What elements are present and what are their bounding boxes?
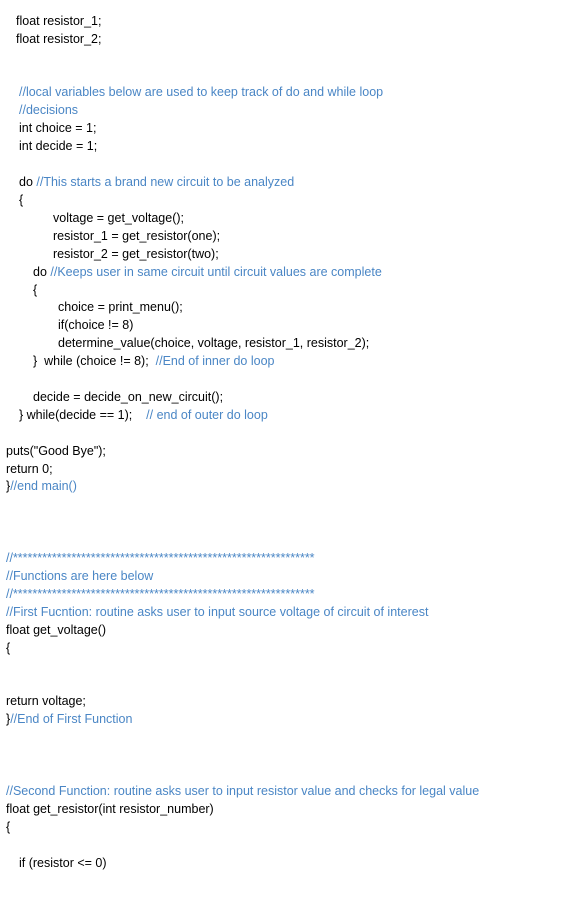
comment-text: //************************************************************** [6,587,315,601]
code-line [6,622,106,639]
code-text: voltage = get_voltage(); [53,211,184,225]
code-line [53,228,220,245]
code-text: float get_resistor(int resistor_number) [6,802,214,816]
code-text: determine_value(choice, voltage, resistor_1, resistor_2); [58,336,370,350]
code-text: if (resistor <= 0) [19,856,107,870]
code-text: do [33,265,51,279]
code-text: } [6,712,11,726]
code-line [6,461,53,478]
code-text: return 0; [6,462,53,476]
code-line [19,120,96,137]
code-text: } while (choice != 8); [33,354,156,368]
comment-text: //End of First Function [10,712,133,726]
code-text: { [19,193,24,207]
code-line [58,317,133,334]
code-text: float get_voltage() [6,623,107,637]
comment-text: //Keeps user in same circuit until circuit values are complete [50,265,382,279]
code-line [19,855,107,872]
code-line [6,443,106,460]
code-line [19,138,97,155]
code-line [6,783,479,800]
code-line [16,13,101,30]
code-text: { [33,283,38,297]
code-line [58,335,369,352]
code-text: } while(decide == 1); [19,408,147,422]
comment-text: //First Fucntion: routine asks user to input source voltage of circuit of interest [6,605,429,619]
code-line [19,192,23,209]
code-line [6,550,315,567]
code-text: decide = decide_on_new_circuit(); [33,390,224,404]
code-text: float resistor_1; [16,14,102,28]
code-line [53,210,184,227]
code-line [6,586,315,603]
code-text: resistor_1 = get_resistor(one); [53,229,221,243]
code-text: } [6,479,11,493]
code-text: int choice = 1; [19,121,97,135]
comment-text: //End of inner do loop [155,354,275,368]
comment-text: //Second Function: routine asks user to input resistor value and checks for legal value [6,784,480,798]
code-line [6,640,10,657]
code-text: puts("Good Bye"); [6,444,106,458]
code-line [19,407,268,424]
code-line [58,299,183,316]
code-text: { [6,820,11,834]
code-line [6,693,86,710]
code-text: int decide = 1; [19,139,98,153]
code-line [33,264,382,281]
comment-text: //************************************************************** [6,551,315,565]
code-line [19,102,78,119]
code-text: if(choice != 8) [58,318,134,332]
code-text: do [19,175,37,189]
code-text: return voltage; [6,694,86,708]
code-line [33,353,274,370]
code-text: resistor_2 = get_resistor(two); [53,247,219,261]
code-text: { [6,641,11,655]
comment-text: //decisions [19,103,79,117]
code-line [33,389,223,406]
code-line [6,819,10,836]
code-line [6,801,214,818]
comment-text: // end of outer do loop [146,408,268,422]
code-line [19,174,294,191]
code-text: float resistor_2; [16,32,102,46]
code-line [6,604,428,621]
code-line [53,246,219,263]
comment-text: //Functions are here below [6,569,154,583]
code-line [19,84,383,101]
code-line [6,478,77,495]
comment-text: //end main() [10,479,77,493]
code-line [6,711,132,728]
code-line [16,31,101,48]
comment-text: //local variables below are used to keep track of do and while loop [19,85,384,99]
code-line [6,568,153,585]
comment-text: //This starts a brand new circuit to be analyzed [36,175,295,189]
code-line [33,282,37,299]
code-text: choice = print_menu(); [58,300,183,314]
